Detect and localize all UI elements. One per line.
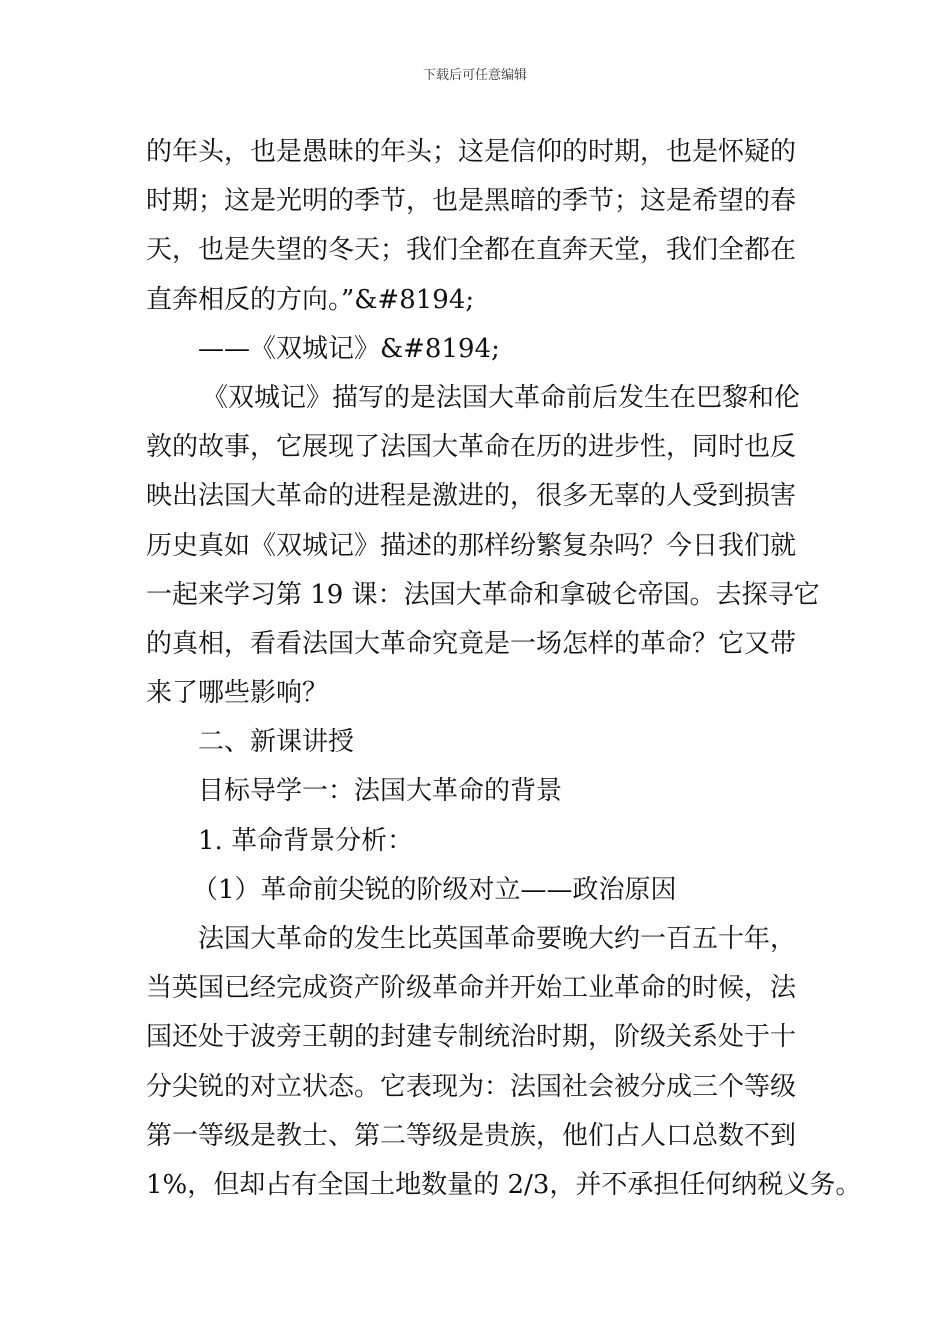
text-line: 1%，但却占有全国土地数量的 2/3，并不承担任何纳税义务。 — [146, 1169, 862, 1200]
text-line: 映出法国大革命的进程是激进的，很多无辜的人受到损害 — [146, 481, 797, 512]
text-line: 直奔相反的方向。”&#8194; — [146, 284, 475, 315]
document-body — [146, 128, 862, 1210]
text-line: 第一等级是教士、第二等级是贵族，他们占人口总数不到 — [146, 1120, 797, 1151]
text-line: 来了哪些影响？ — [146, 678, 329, 709]
paragraph-start: 法国大革命的发生比英国革命要晚大约一百五十年， — [198, 924, 797, 954]
text-line: 敦的故事，它展现了法国大革命在历的进步性，同时也反 — [146, 432, 797, 463]
sub-list-heading: （1）革命前尖锐的阶级对立——政治原因 — [192, 874, 677, 905]
section-heading: 二、新课讲授 — [198, 727, 355, 758]
text-line: 的年头，也是愚昧的年头；这是信仰的时期，也是怀疑的 — [146, 137, 797, 167]
text-line: 分尖锐的对立状态。它表现为：法国社会被分成三个等级 — [146, 1071, 797, 1102]
page-header-note: 下载后可任意编辑 — [422, 68, 527, 83]
text-line: 历史真如《双城记》描述的那样纷繁复杂吗？今日我们就 — [146, 530, 797, 561]
text-line: 国还处于波旁王朝的封建专制统治时期，阶级关系处于十 — [146, 1022, 797, 1053]
list-heading: 1. 革命背景分析： — [198, 825, 414, 856]
text-line: 一起来学习第 19 课：法国大革命和拿破仑帝国。去探寻它 — [146, 579, 820, 610]
text-line: 的真相，看看法国大革命究竟是一场怎样的革命？它又带 — [146, 628, 797, 659]
text-line: 天，也是失望的冬天；我们全都在直奔天堂，我们全都在 — [146, 235, 797, 266]
text-line: 当英国已经完成资产阶级革命并开始工业革命的时候，法 — [146, 973, 797, 1004]
paragraph-start: 《双城记》描写的是法国大革命前后发生在巴黎和伦 — [202, 382, 801, 413]
text-line: 时期；这是光明的季节，也是黑暗的季节；这是希望的春 — [146, 186, 797, 217]
subsection-heading: 目标导学一：法国大革命的背景 — [198, 776, 563, 807]
quote-attribution: ——《双城记》&#8194; — [198, 333, 500, 364]
